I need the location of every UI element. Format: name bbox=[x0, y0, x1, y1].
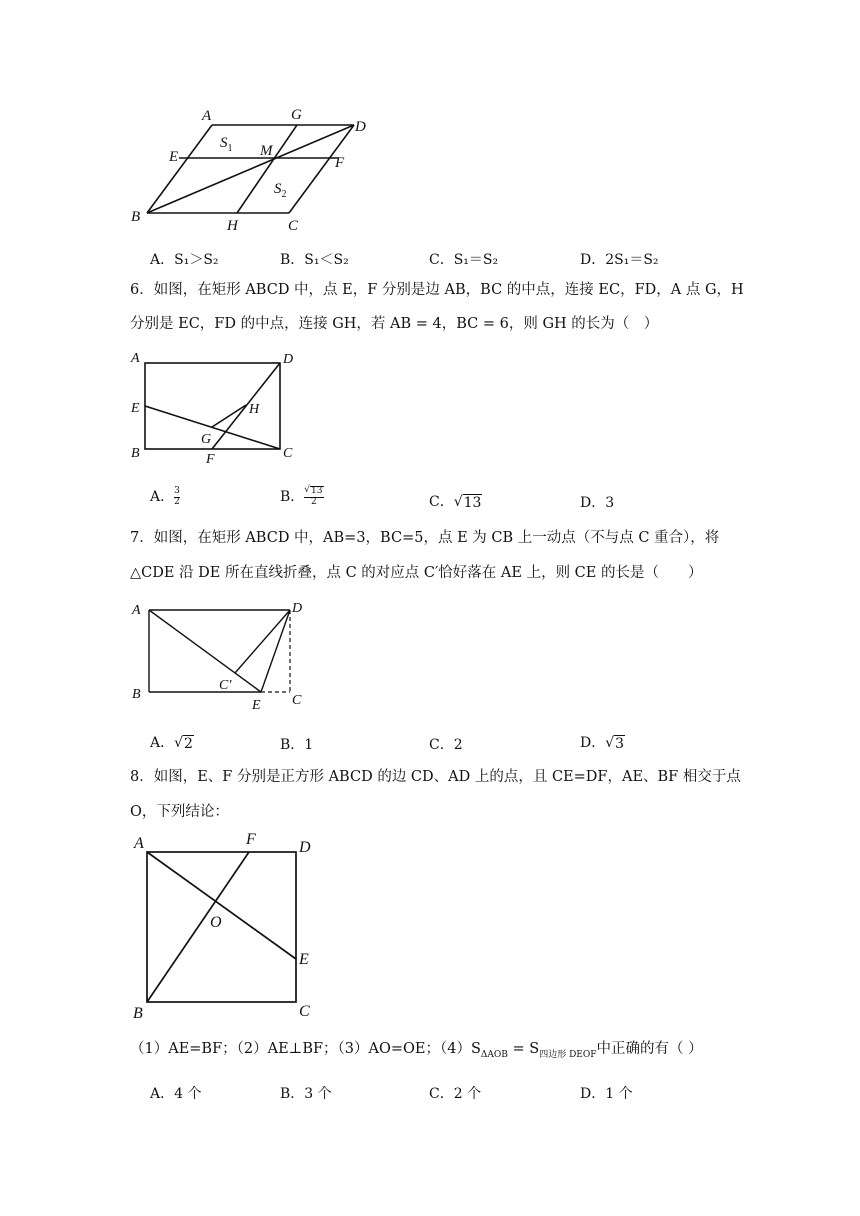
q7-option-d: D．√ 3 bbox=[580, 735, 625, 752]
q6-label-G: G bbox=[201, 432, 212, 447]
q5-label-H: H bbox=[227, 218, 238, 234]
q8-stem-line2: O，下列结论： bbox=[130, 804, 229, 820]
q5-label-B: B bbox=[131, 209, 141, 225]
q6-option-d: D．3 bbox=[580, 495, 615, 511]
q5-option-d: D．2S₁＝S₂ bbox=[580, 252, 659, 268]
q7-label-A: A bbox=[132, 603, 141, 618]
q8-label-O: O bbox=[210, 914, 222, 931]
q8-label-D: D bbox=[299, 839, 311, 856]
q7-label-D: D bbox=[292, 601, 303, 616]
q8-conclusions: （1）AE=BF；（2）AE⊥BF；（3）AO=OE；$(4)S_{\Delta AOB} = S_{四边形 DEOF}$中正确的有（ ） bbox=[130, 1041, 703, 1060]
q7-label-B: B bbox=[132, 687, 141, 702]
q5-option-c: C．S₁＝S₂ bbox=[429, 252, 499, 268]
q8-label-E: E bbox=[299, 951, 309, 968]
q7-option-a: A．√ 2 bbox=[150, 735, 193, 752]
q8-stem-line1: 8．如图，E、F 分别是正方形 ABCD 的边 CD、AD 上的点，且 CE=DF，AE、BF 相交于点 bbox=[130, 769, 741, 785]
q6-label-H: H bbox=[249, 402, 260, 417]
q8-option-d: D．1 个 bbox=[580, 1086, 633, 1102]
q7-label-C: C bbox=[292, 693, 302, 708]
q6-label-B: B bbox=[131, 446, 140, 461]
q7-label-Cprime: C' bbox=[219, 678, 232, 693]
q6-label-D: D bbox=[283, 352, 294, 367]
q6-stem-line1: 6．如图，在矩形 ABCD 中，点 E，F 分别是边 AB，BC 的中点，连接 EC，FD，A 点 G，H bbox=[130, 282, 744, 298]
q5-option-b: B．S₁＜S₂ bbox=[280, 252, 349, 268]
q5-label-M: M bbox=[260, 143, 273, 159]
q5-parallelogram-figure bbox=[120, 100, 380, 235]
q5-option-a: A．S₁＞S₂ bbox=[150, 252, 219, 268]
q7-option-c: C．2 bbox=[429, 737, 463, 753]
q8-label-C: C bbox=[299, 1003, 310, 1020]
q6-label-C: C bbox=[283, 446, 293, 461]
q6-option-a: A． $\frac{3}{2}$ bbox=[150, 485, 180, 507]
q6-option-b: B． √ 13 2 bbox=[280, 485, 323, 507]
q5-label-S1: $S_1$ bbox=[220, 135, 233, 154]
q6-option-c: C．√ 13 bbox=[429, 494, 482, 511]
q8-label-A: A bbox=[134, 835, 144, 852]
q6-label-F: F bbox=[206, 452, 215, 467]
q5-label-F: F bbox=[335, 155, 345, 171]
q5-label-C: C bbox=[288, 218, 299, 234]
q7-stem-line1: 7．如图，在矩形 ABCD 中，AB=3，BC=5，点 E 为 CB 上一动点（不与点 C 重合），将 bbox=[130, 530, 720, 546]
q7-option-b: B．1 bbox=[280, 737, 314, 753]
q8-option-a: A．4 个 bbox=[150, 1086, 202, 1102]
q7-stem-line2: △CDE 沿 DE 所在直线折叠，点 C 的对应点 C′恰好落在 AE 上，则 CE 的长是（ ） bbox=[130, 565, 703, 581]
q8-label-B: B bbox=[133, 1005, 143, 1022]
q5-label-D: D bbox=[355, 119, 366, 135]
q7-label-E: E bbox=[252, 698, 261, 713]
q6-label-E: E bbox=[131, 401, 140, 416]
q7-fold-rectangle-figure bbox=[125, 595, 315, 715]
q8-option-c: C．2 个 bbox=[429, 1086, 482, 1102]
q8-label-F: F bbox=[246, 831, 256, 848]
q6-rectangle-figure bbox=[125, 345, 310, 470]
q5-label-S2: $S_2$ bbox=[274, 181, 287, 200]
q5-label-G: G bbox=[291, 107, 302, 123]
q6-label-A: A bbox=[131, 351, 140, 366]
q6-stem-line2: 分别是 EC，FD 的中点，连接 GH，若 AB = 4，BC = 6，则 GH 的长为（ ） bbox=[130, 316, 659, 332]
q8-option-b: B．3 个 bbox=[280, 1086, 332, 1102]
q8-square-figure bbox=[125, 828, 325, 1023]
q5-label-E: E bbox=[169, 149, 179, 165]
q5-label-A: A bbox=[202, 108, 212, 124]
